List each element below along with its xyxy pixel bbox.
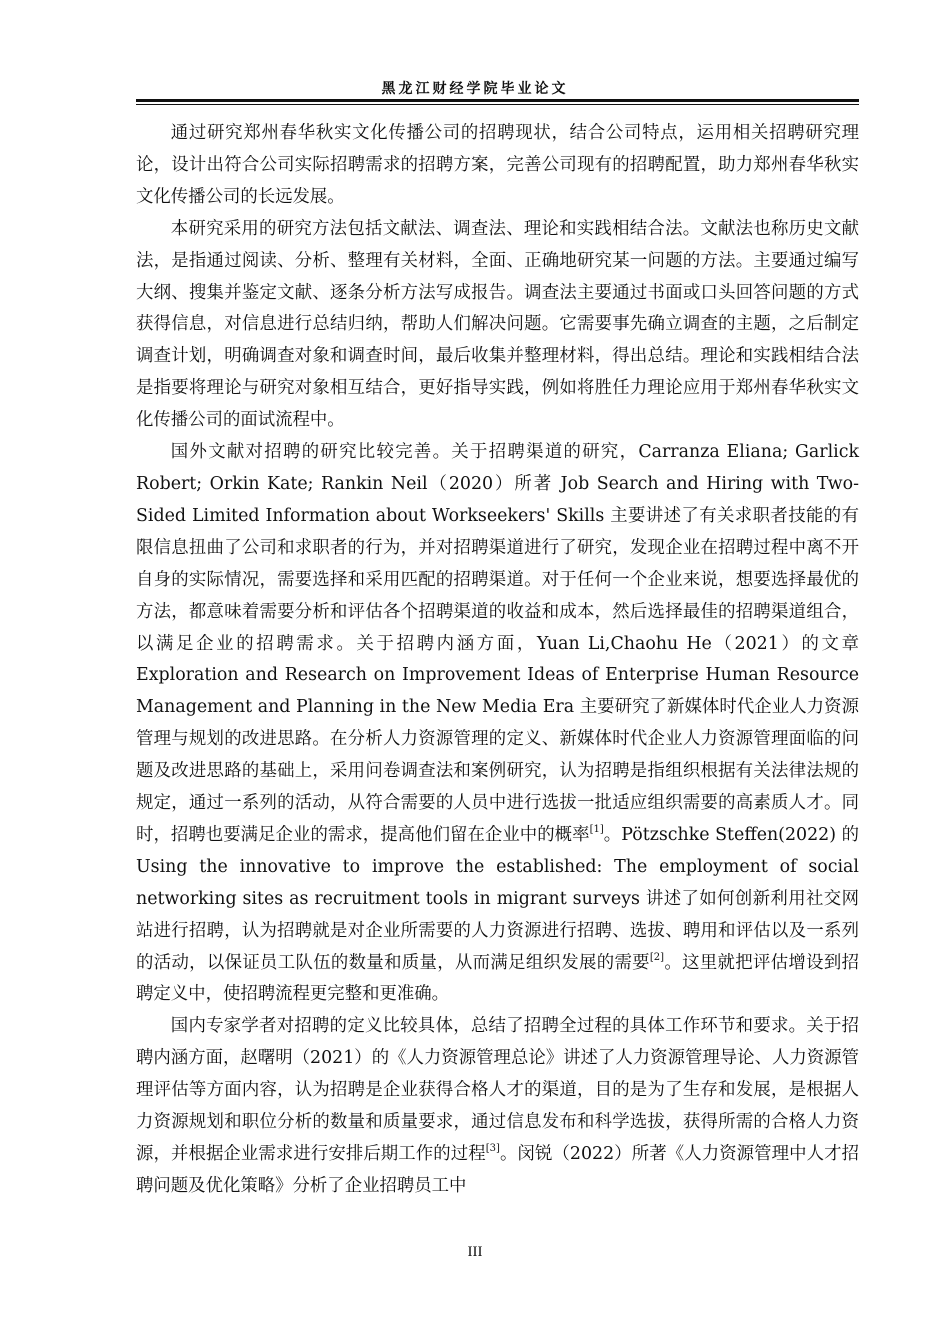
body-paragraph [136,437,859,1011]
body-text [136,118,859,1203]
paragraph-text: 本研究采用的研究方法包括文献法、调查法、理论和实践相结合法。文献法也称历史文献法，是指通过阅读、分析、整理有关材料，全面、正确地研究某一问题的方法。主要通过编写大纲、搜集并鉴定文献、逐条分析方法写成报告。调查法主要通过书面或口头回答问题的方式获得信息，对信息进行总结归纳，帮助人们解决问题。它需要事先确立调查的主题，之后制定调查计划，明确调查对象和调查时间，最后收集并整理材料，得出总结。理论和实践相结合法是指要将理论与研究对象相互结合，更好指导实践，例如将胜任力理论应用于郑州春华秋实文化传播公司的面试流程中。 [136,218,859,431]
body-paragraph [136,214,859,437]
header-title: 黑龙江财经学院毕业论文 [381,81,569,97]
body-paragraph [136,1011,859,1202]
paragraph-text: 。闵锐（2022）所著《人力资源管理中人才招聘问题及优化策略》分析了企业招聘员工中 [136,1144,859,1196]
paragraph-text: 通过研究郑州春华秋实文化传播公司的招聘现状，结合公司特点，运用相关招聘研究理论，设计出符合公司实际招聘需求的招聘方案，完善公司现有的招聘配置，助力郑州春华秋实文化传播公司的长远发展。 [136,123,859,207]
header-rule-thin [136,104,859,105]
page-number: III [467,1244,483,1260]
paragraph-text: 。Pötzschke Steffen(2022) 的 Using the innovative to improve the established: The employment of social networking sites as recruitment tools in migrant surveys 讲述了如何创新利用社交网站进行招聘，认为招聘就是对企业所需要的人力资源进行招聘、选拔、聘用和评估以及一系列的活动，以保证员工队伍的数量和质量，从而满足组织发展的需要 [136,824,859,973]
header-rule-thick [136,99,859,102]
citation-ref: [1] [589,824,604,836]
body-paragraph [136,118,859,214]
citation-ref: [2] [649,951,665,963]
paragraph-text: 国内专家学者对招聘的定义比较具体，总结了招聘全过程的具体工作环节和要求。关于招聘内涵方面，赵曙明（2021）的《人力资源管理总论》讲述了人力资源管理导论、人力资源管理评估等方面内容，认为招聘是企业获得合格人才的渠道，目的是为了生存和发展，是根据人力资源规划和职位分析的数量和质量要求，通过信息发布和科学选拔，获得所需的合格人力资源，并根据企业需求进行安排后期工作的过程 [136,1016,859,1164]
paragraph-text: 国外文献对招聘的研究比较完善。关于招聘渠道的研究，Carranza Eliana; Garlick Robert; Orkin Kate; Rankin Neil（2020）所著 Job Search and Hiring with Two-Sided Limited Information about Workseekers' Skills 主要讲述了有关求职者技能的有限信息扭曲了公司和求职者的行为，并对招聘渠道进行了研究，发现企业在招聘过程中离不开自身的实际情况，需要选择和采用匹配的招聘渠道。对于任何一个企业来说，想要选择最优的方法，都意味着需要分析和评估各个招聘渠道的收益和成本，然后选择最佳的招聘渠道组合，以满足企业的招聘需求。关于招聘内涵方面，Yuan Li,Chaohu He（2021）的文章 Exploration and Research on Improvement Ideas of Enterprise Human Resource Management and Planning in the New Media Era 主要研究了新媒体时代企业人力资源管理与规划的改进思路。在分析人力资源管理的定义、新媒体时代企业人力资源管理面临的问题及改进思路的基础上，采用问卷调查法和案例研究，认为招聘是指组织根据有关法律法规的规定，通过一系列的活动，从符合需要的人员中进行选拔一批适应组织需要的高素质人才。同时，招聘也要满足企业的需求，提高他们留在企业中的概率 [136,442,859,845]
citation-ref: [3] [485,1143,500,1155]
paragraph-text: 。这里就把评估增设到招聘定义中，使招聘流程更完整和更准确。 [136,952,859,1005]
